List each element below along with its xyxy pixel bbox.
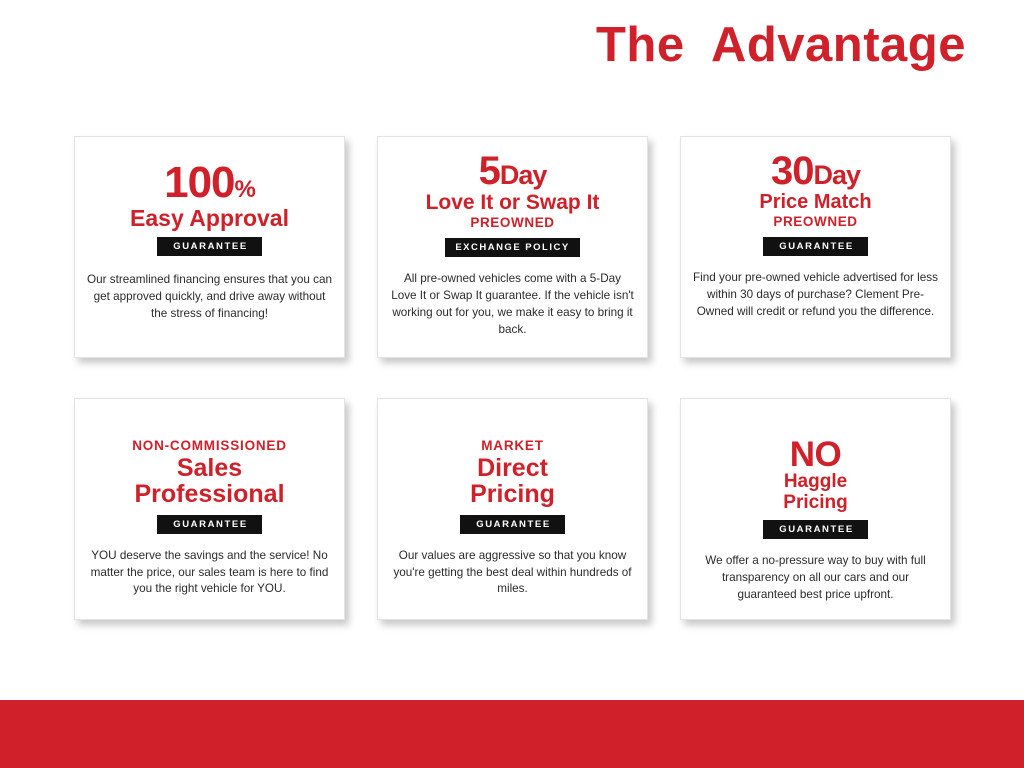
headline-number: 100 bbox=[164, 158, 235, 207]
card-line-pricing: Pricing bbox=[783, 491, 848, 513]
percent-symbol: % bbox=[234, 176, 255, 203]
headline-30-day bbox=[693, 151, 938, 191]
footer-color-bar bbox=[0, 700, 1024, 768]
card-eyebrow: NON-COMMISSIONED bbox=[132, 438, 287, 453]
headline-unit: Day bbox=[499, 160, 547, 190]
advantage-card-5-day-swap[interactable] bbox=[377, 136, 648, 358]
card-line-love-it-or-swap-it: Love It or Swap It bbox=[425, 191, 600, 214]
headline-5-day bbox=[390, 151, 635, 191]
headline-number: 30 bbox=[770, 149, 814, 193]
guarantee-badge: GUARANTEE bbox=[157, 237, 262, 256]
card-headline-block bbox=[693, 151, 938, 256]
advantage-card-grid bbox=[74, 136, 964, 620]
card-headline-block bbox=[390, 437, 635, 534]
card-headline-block bbox=[87, 437, 332, 534]
page-header bbox=[0, 14, 1024, 84]
card-line-preowned: PREOWNED bbox=[773, 214, 858, 229]
guarantee-badge: GUARANTEE bbox=[460, 515, 565, 534]
card-body-text: YOU deserve the savings and the service! No matter the price, our sales team is here to find you the right vehicle for YOU. bbox=[90, 548, 329, 596]
advantage-card-30-day-price-match[interactable] bbox=[680, 136, 951, 358]
card-body-text: Our streamlined financing ensures that you can get approved quickly, and drive away without the stress of financing! bbox=[87, 273, 332, 321]
card-line-direct: Direct bbox=[477, 453, 548, 482]
card-line-pricing: Pricing bbox=[470, 480, 555, 509]
card-subtitle: Easy Approval bbox=[130, 205, 289, 231]
card-line-price-match: Price Match bbox=[759, 191, 872, 213]
headline-unit: Day bbox=[813, 160, 861, 190]
page-title: The Advantage bbox=[595, 18, 966, 72]
exchange-policy-badge: EXCHANGE POLICY bbox=[445, 238, 579, 257]
headline-100-percent bbox=[87, 158, 332, 207]
card-line-professional: Professional bbox=[134, 480, 285, 509]
card-line-haggle: Haggle bbox=[783, 471, 848, 492]
card-body-text: All pre-owned vehicles come with a 5-Day Love It or Swap It guarantee. If the vehicle isn't working out for you, we make it easy to bring it back. bbox=[391, 272, 634, 337]
card-body-text: We offer a no-pressure way to buy with full transparency on all our cars and our guaranteed best price upfront. bbox=[705, 554, 926, 601]
advantage-card-non-commissioned-sales[interactable] bbox=[74, 398, 345, 620]
card-headline-block bbox=[390, 151, 635, 257]
card-body-text: Our values are aggressive so that you know you're getting the best deal within hundreds of miles. bbox=[393, 548, 632, 596]
guarantee-badge: GUARANTEE bbox=[157, 515, 262, 534]
advantage-card-market-direct-pricing[interactable] bbox=[377, 398, 648, 620]
card-eyebrow: MARKET bbox=[481, 438, 544, 453]
card-body-text: Find your pre-owned vehicle advertised for less within 30 days of purchase? Clement Pre-Owned will credit or refund you the difference. bbox=[693, 271, 938, 319]
card-headline-block bbox=[693, 437, 938, 539]
card-headline-block bbox=[87, 158, 332, 256]
advantage-card-easy-approval[interactable] bbox=[74, 136, 345, 358]
headline-number: 5 bbox=[478, 149, 500, 193]
guarantee-badge: GUARANTEE bbox=[763, 237, 868, 256]
card-line-preowned: PREOWNED bbox=[470, 215, 555, 231]
headline-no: NO bbox=[789, 435, 842, 474]
guarantee-badge: GUARANTEE bbox=[763, 520, 868, 539]
card-line-sales: Sales bbox=[176, 453, 243, 482]
advantage-card-no-haggle-pricing[interactable] bbox=[680, 398, 951, 620]
